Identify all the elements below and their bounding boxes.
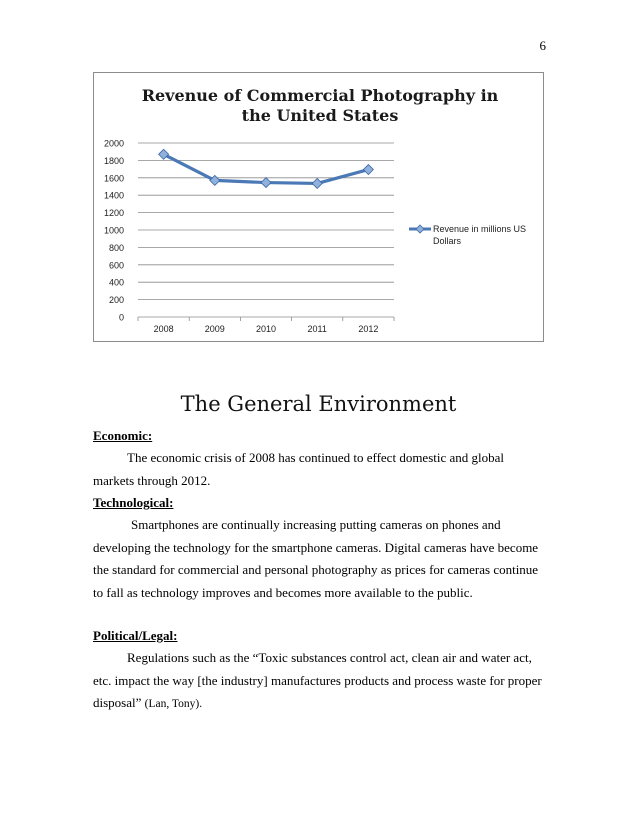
chart-title-line-2: the United States — [241, 106, 399, 125]
y-tick-label-1400: 1400 — [103, 190, 124, 201]
y-tick-label-400: 400 — [108, 277, 124, 288]
chart-title-line-1: Revenue of Commercial Photography in — [141, 86, 499, 105]
chart-title — [130, 86, 510, 126]
y-tick-label-1200: 1200 — [103, 208, 124, 219]
economic-text: The economic crisis of 2008 has continued to effect domestic and global markets through 2012. — [93, 450, 505, 488]
y-tick-label-0: 0 — [118, 312, 124, 323]
legend-label-line-2: Dollars — [433, 236, 462, 246]
economic-paragraph — [93, 447, 545, 492]
x-tick-label-2008: 2008 — [153, 324, 174, 334]
data-point-2011 — [312, 178, 322, 188]
data-point-2010 — [261, 178, 271, 188]
political-text-block — [93, 647, 545, 716]
technological-heading: Technological: — [93, 495, 174, 510]
y-tick-label-2000: 2000 — [103, 138, 124, 149]
legend-label-line-1: Revenue in millions US — [433, 224, 527, 234]
y-tick-label-1800: 1800 — [103, 155, 124, 166]
technological-paragraph — [93, 514, 545, 604]
x-tick-label-2010: 2010 — [255, 324, 277, 334]
political-text: Regulations such as the “Toxic substances control act, clean air and water act, etc. impact the way [the industry] manufactures products and process waste for proper disposal” — [93, 650, 542, 711]
page-number: 6 — [539, 38, 546, 53]
x-tick-label-2011: 2011 — [307, 324, 327, 334]
y-tick-label-800: 800 — [108, 242, 124, 253]
y-tick-label-600: 600 — [108, 260, 124, 271]
x-tick-label-2009: 2009 — [204, 324, 225, 334]
political-heading: Political/Legal: — [93, 628, 178, 643]
section-title: The General Environment — [180, 392, 457, 416]
y-tick-label-200: 200 — [108, 295, 124, 306]
x-tick-label-2012: 2012 — [358, 324, 379, 334]
economic-heading: Economic: — [93, 428, 153, 443]
technological-text: Smartphones are continually increasing putting cameras on phones and developing the technology for the smartphone cameras. Digital cameras have become the standard for commercial and personal photography as prices for cameras continue to fall as technology improves and becomes more available to the public. — [93, 517, 539, 600]
y-tick-label-1000: 1000 — [103, 225, 124, 236]
political-paragraph — [93, 647, 545, 716]
data-point-2012 — [363, 165, 373, 175]
citation: (Lan, Tony). — [144, 698, 203, 711]
y-tick-label-1600: 1600 — [103, 173, 124, 184]
legend-marker — [416, 225, 424, 233]
